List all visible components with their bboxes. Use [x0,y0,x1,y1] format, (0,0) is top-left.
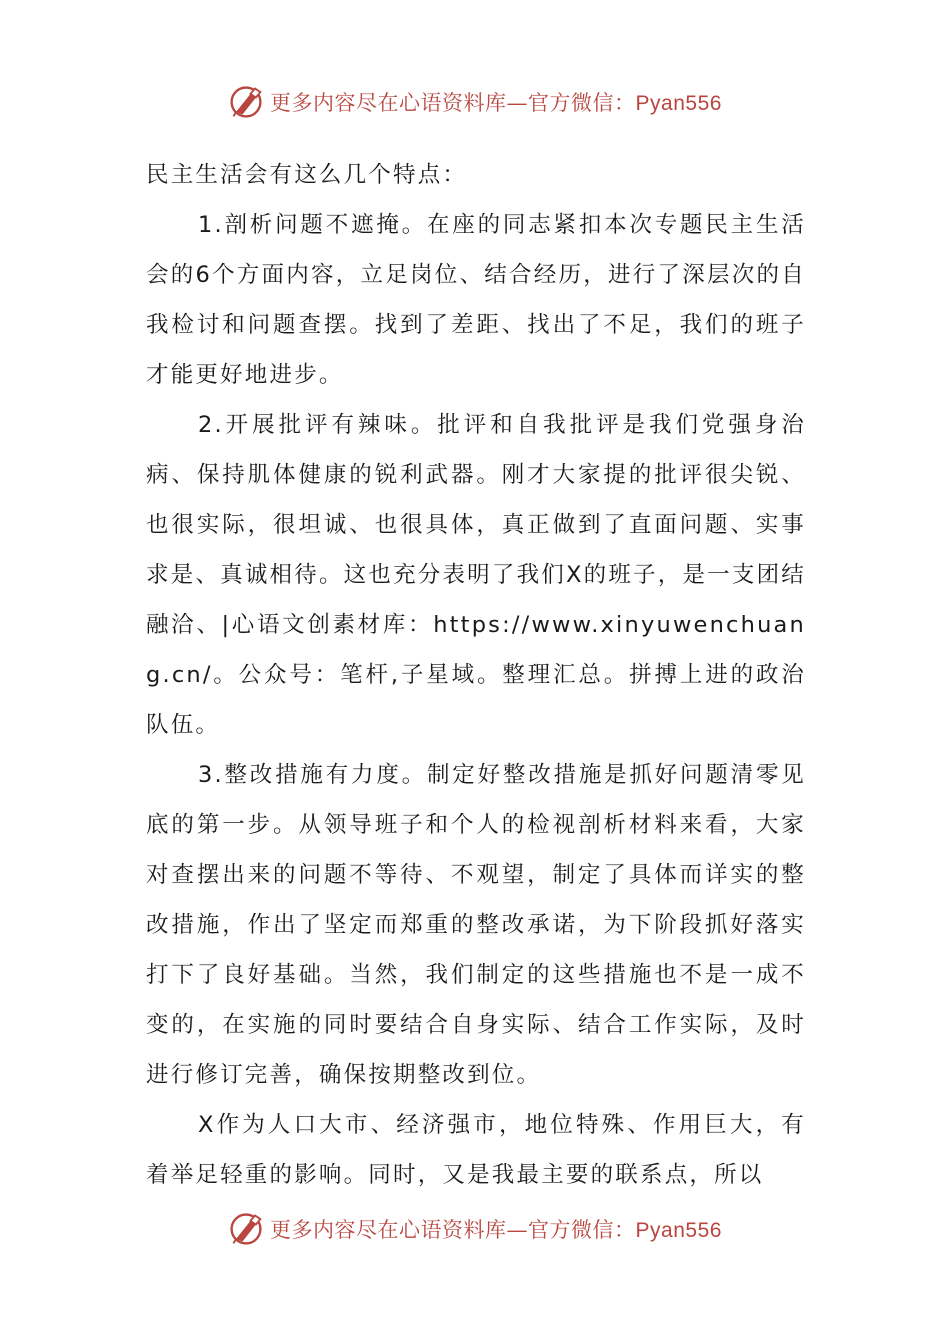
paragraph-intro: 民主生活会有这么几个特点： [146,162,468,188]
header-banner [0,82,950,122]
pen-nib-logo-icon [228,84,264,120]
paragraph-point-3: 3.整改措施有力度。制定好整改措施是抓好问题清零见底的第一步。从领导班子和个人的检视剖析材料来看，大家对查摆出来的问题不等待、不观望，制定了具体而详实的整改措施，作出了坚定而郑重的整改承诺，为下阶段抓好落实打下了良好基础。当然，我们制定的这些措施也不是一成不变的，在实施的同时要结合自身实际、结合工作实际，及时进行修订完善，确保按期整改到位。 [146,762,806,1088]
footer-banner-contact: Pyan556 [635,1219,722,1242]
header-banner-text: 更多内容尽在心语资料库—官方微信：Pyan556 [270,91,722,115]
header-banner-contact: Pyan556 [635,92,722,115]
paragraph-point-1: 1.剖析问题不遮掩。在座的同志紧扣本次专题民主生活会的6个方面内容，立足岗位、结合经历，进行了深层次的自我检讨和问题查摆。找到了差距、找出了不足，我们的班子才能更好地进步。 [146,212,806,388]
footer-banner-text: 更多内容尽在心语资料库—官方微信：Pyan556 [270,1218,722,1242]
footer-banner [0,1209,950,1249]
paragraph-closing: X作为人口大市、经济强市，地位特殊、作用巨大，有着举足轻重的影响。同时，又是我最主要的联系点，所以 [146,1112,806,1188]
document-body [146,150,806,1200]
paragraph-point-2: 2.开展批评有辣味。批评和自我批评是我们党强身治病、保持肌体健康的锐利武器。刚才大家提的批评很尖锐、也很实际，很坦诚、也很具体，真正做到了直面问题、实事求是、真诚相待。这也充分表明了我们X的班子，是一支团结融洽、|心语文创素材库：https://www.xinyuwenchuang.cn/。公众号：笔杆,子星域。整理汇总。拼搏上进的政治队伍。 [146,412,806,738]
pen-nib-logo-icon [228,1211,264,1247]
